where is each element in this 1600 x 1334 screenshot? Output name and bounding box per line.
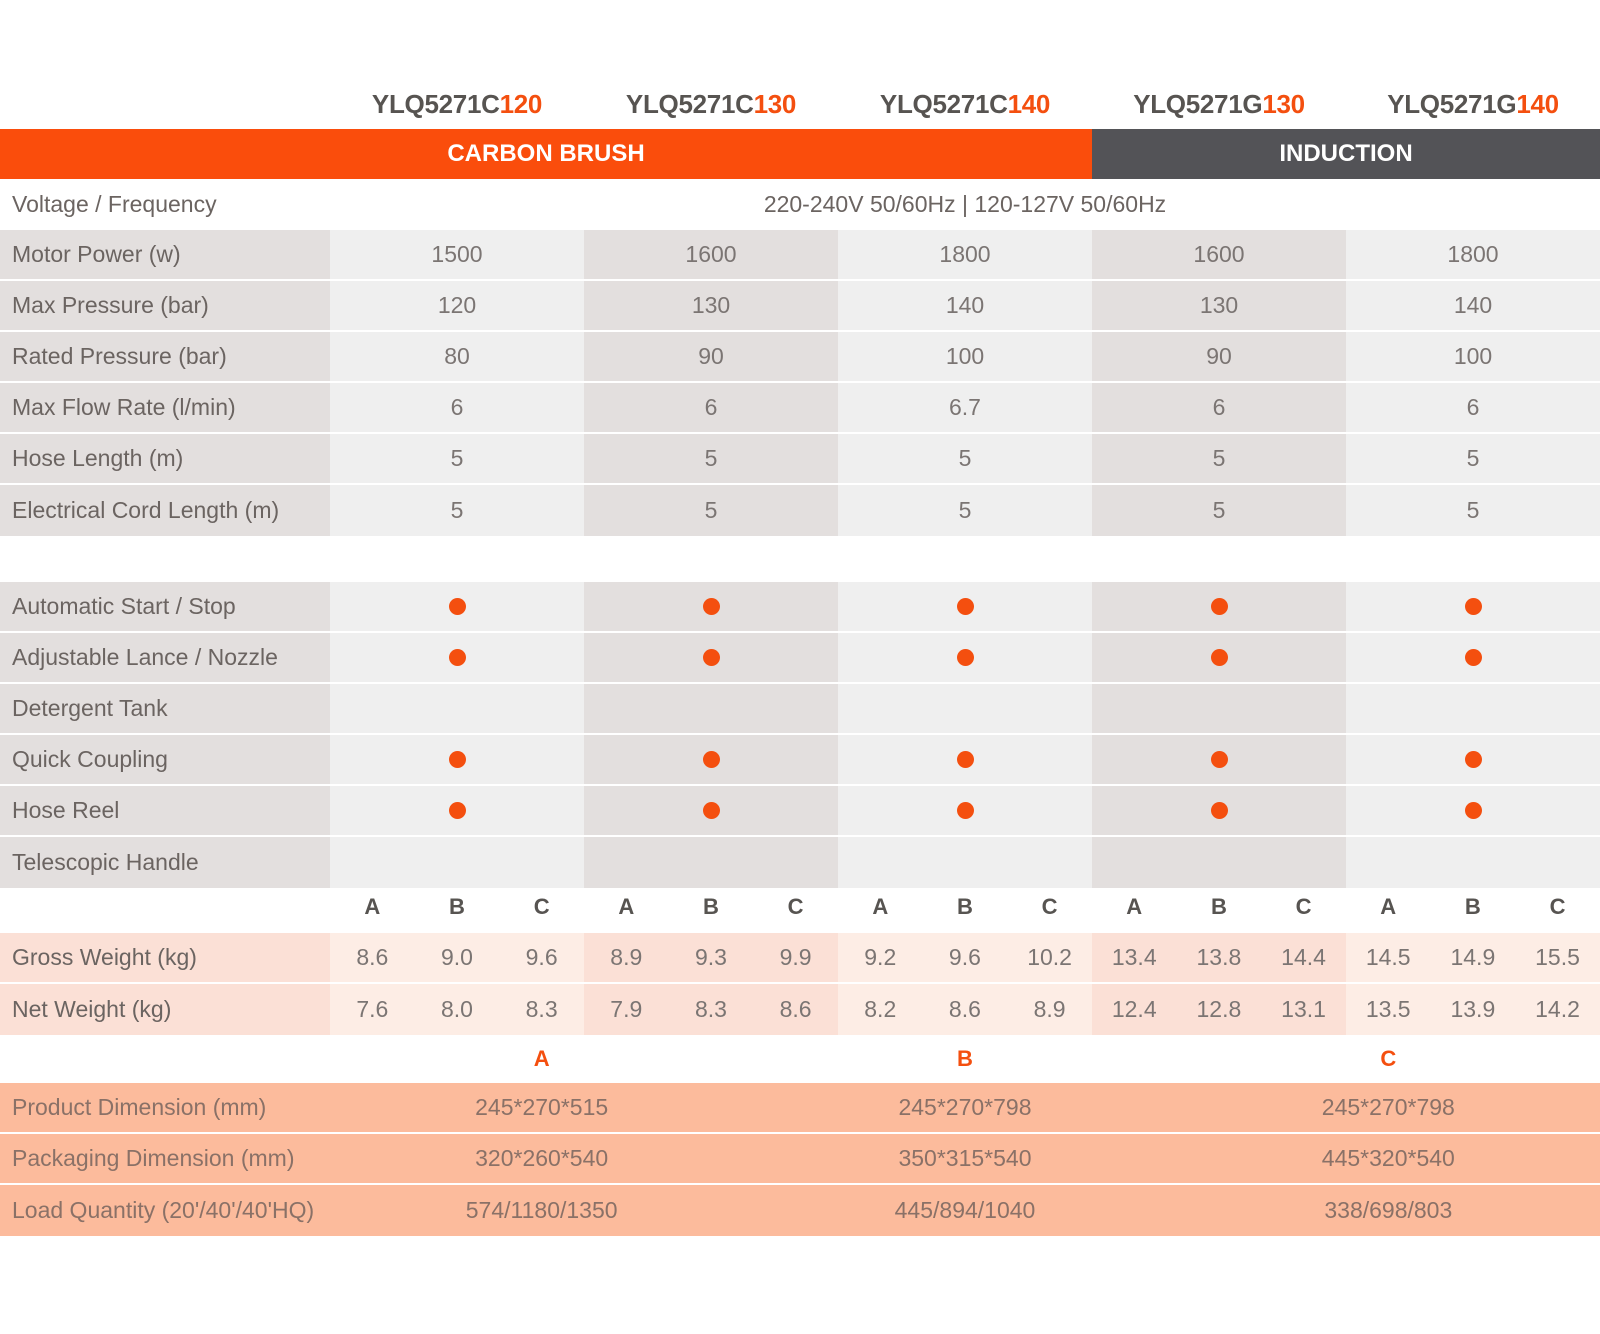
feature-row [0,837,1600,888]
feature-cell [584,633,838,682]
spec-value: 5 [330,485,584,536]
spec-value: 90 [1092,332,1346,381]
included-dot-icon [703,802,720,819]
row-label: Load Quantity (20'/40'/40'HQ) [12,1197,315,1223]
feature-cell [584,786,838,835]
weight-value: 8.2 [838,984,923,1035]
weight-value: 13.4 [1092,933,1177,982]
weight-value: 14.2 [1515,984,1600,1035]
feature-row [0,786,1600,837]
weight-value: 8.3 [499,984,584,1035]
dimension-value: 445*320*540 [1321,1145,1455,1171]
dimension-row [0,1134,1600,1185]
dimension-value: 338/698/803 [1324,1197,1453,1223]
included-dot-icon [1211,751,1228,768]
feature-cell [1346,837,1600,888]
spec-value: 1800 [1346,230,1600,279]
variant-label: B [449,894,465,919]
row-label: Hose Reel [0,786,330,835]
dimension-row [0,1083,1600,1134]
included-dot-icon [1211,802,1228,819]
dimension-value: 574/1180/1350 [465,1197,618,1223]
weight-value: 8.0 [415,984,500,1035]
variant-label: A [618,894,635,919]
row-label: Gross Weight (kg) [0,933,330,982]
feature-cell [1092,837,1346,888]
feature-cell [1346,633,1600,682]
feature-cell [838,837,1092,888]
model-name: YLQ5271G140 [1387,89,1559,119]
feature-cell [1092,735,1346,784]
feature-row [0,582,1600,633]
model-name: YLQ5271C140 [879,89,1051,119]
row-label: Product Dimension (mm) [12,1094,267,1120]
weight-value: 9.6 [499,933,584,982]
spec-row [0,230,1600,281]
spec-value: 80 [330,332,584,381]
dimension-variant-label: C [1380,1046,1397,1071]
dimension-value: 320*260*540 [475,1145,609,1171]
feature-cell [838,684,1092,733]
spec-value: 6 [330,383,584,432]
feature-cell [1092,684,1346,733]
feature-cell [1346,684,1600,733]
weight-value: 8.6 [923,984,1008,1035]
feature-cell [330,633,584,682]
feature-cell [584,684,838,733]
feature-cell [1346,735,1600,784]
spec-value: 120 [330,281,584,330]
variant-label: A [872,894,889,919]
row-label: Automatic Start / Stop [0,582,330,631]
weight-value: 15.5 [1515,933,1600,982]
spec-value: 1600 [1092,230,1346,279]
row-label: Max Flow Rate (l/min) [0,383,330,432]
row-label: Quick Coupling [0,735,330,784]
spec-value: 140 [1346,281,1600,330]
spec-value: 1600 [584,230,838,279]
feature-cell [838,582,1092,631]
feature-cell [1346,786,1600,835]
included-dot-icon [703,649,720,666]
weight-row [0,933,1600,984]
row-label: Adjustable Lance / Nozzle [0,633,330,682]
feature-cell [1092,633,1346,682]
feature-cell [584,837,838,888]
feature-cell [330,582,584,631]
spec-value: 5 [1346,485,1600,536]
spec-row [0,434,1600,485]
dimension-value: 245*270*798 [898,1094,1032,1120]
spec-value: 6 [1092,383,1346,432]
row-label: Electrical Cord Length (m) [0,485,330,536]
weight-value: 8.6 [330,933,415,982]
spec-value: 5 [584,485,838,536]
weight-value: 13.9 [1431,984,1516,1035]
weight-value: 9.3 [669,933,754,982]
spec-value: 6.7 [838,383,1092,432]
dimension-variant-label: A [533,1046,550,1071]
voltage-value: 220-240V 50/60Hz | 120-127V 50/60Hz [763,191,1167,217]
included-dot-icon [703,751,720,768]
row-label: Voltage / Frequency [12,191,217,217]
included-dot-icon [449,649,466,666]
included-dot-icon [957,751,974,768]
weight-value: 8.6 [753,984,838,1035]
row-label: Detergent Tank [0,684,330,733]
weight-value: 9.2 [838,933,923,982]
weight-value: 8.9 [1007,984,1092,1035]
feature-cell [330,837,584,888]
weight-value: 7.9 [584,984,669,1035]
variant-label: A [1126,894,1143,919]
spec-value: 6 [584,383,838,432]
spec-value: 5 [838,434,1092,483]
dimension-variant-label: B [957,1046,973,1071]
weight-value: 7.6 [330,984,415,1035]
spec-value: 1800 [838,230,1092,279]
row-label: Motor Power (w) [0,230,330,279]
feature-cell [330,735,584,784]
feature-cell [838,735,1092,784]
variant-label: C [1041,894,1058,919]
variant-label: C [1295,894,1312,919]
row-label: Packaging Dimension (mm) [12,1145,295,1171]
weight-value: 10.2 [1007,933,1092,982]
weight-value: 14.9 [1431,933,1516,982]
variant-label: B [956,894,973,919]
dimension-value: 445/894/1040 [894,1197,1036,1223]
variant-label: C [533,894,550,919]
spec-value: 130 [584,281,838,330]
spec-row [0,281,1600,332]
variant-header [330,883,1600,931]
model-header [330,84,1600,124]
spec-row [0,332,1600,383]
spec-value: 5 [1092,485,1346,536]
included-dot-icon [1465,598,1482,615]
feature-cell [1092,786,1346,835]
row-label: Telescopic Handle [0,837,330,888]
variant-label: B [1210,894,1227,919]
spec-value: 5 [330,434,584,483]
dimension-value: 245*270*798 [1321,1094,1455,1120]
induction-band: INDUCTION [1092,129,1600,179]
weight-row [0,984,1600,1035]
feature-cell [838,786,1092,835]
spec-value: 5 [1092,434,1346,483]
feature-row [0,684,1600,735]
included-dot-icon [1465,649,1482,666]
spec-value: 140 [838,281,1092,330]
feature-cell [838,633,1092,682]
feature-cell [330,786,584,835]
included-dot-icon [449,598,466,615]
weight-value: 13.8 [1177,933,1262,982]
spec-value: 130 [1092,281,1346,330]
weight-value: 13.1 [1261,984,1346,1035]
included-dot-icon [449,802,466,819]
included-dot-icon [1465,751,1482,768]
variant-label: B [703,894,719,919]
variant-label: C [787,894,804,919]
spec-value: 5 [838,485,1092,536]
spec-value: 5 [1346,434,1600,483]
spec-value: 100 [838,332,1092,381]
feature-row [0,735,1600,786]
row-label: Rated Pressure (bar) [0,332,330,381]
included-dot-icon [1465,802,1482,819]
weight-value: 9.9 [753,933,838,982]
feature-cell [1092,582,1346,631]
model-name: YLQ5271C130 [625,89,797,119]
spec-value: 90 [584,332,838,381]
model-name: YLQ5271C120 [371,89,543,119]
spec-row [0,383,1600,434]
weight-value: 8.9 [584,933,669,982]
feature-cell [584,735,838,784]
weight-value: 9.0 [415,933,500,982]
variant-label: A [364,894,381,919]
weight-value: 12.8 [1177,984,1262,1035]
included-dot-icon [957,649,974,666]
row-label: Hose Length (m) [0,434,330,483]
feature-cell [1346,582,1600,631]
weight-value: 14.4 [1261,933,1346,982]
included-dot-icon [1211,649,1228,666]
feature-cell [330,684,584,733]
model-name: YLQ5271G130 [1133,89,1305,119]
dimension-header [330,1035,1600,1083]
row-label: Net Weight (kg) [0,984,330,1035]
row-label: Max Pressure (bar) [0,281,330,330]
weight-value: 9.6 [923,933,1008,982]
carbon-brush-band: CARBON BRUSH [0,129,1092,179]
feature-row [0,633,1600,684]
weight-value: 14.5 [1346,933,1431,982]
included-dot-icon [1211,598,1228,615]
included-dot-icon [703,598,720,615]
variant-label: C [1549,894,1566,919]
included-dot-icon [957,598,974,615]
variant-label: B [1464,894,1481,919]
voltage-row [0,179,1600,230]
weight-value: 13.5 [1346,984,1431,1035]
spec-value: 5 [584,434,838,483]
variant-label: A [1380,894,1397,919]
spec-row [0,485,1600,536]
spec-value: 6 [1346,383,1600,432]
feature-cell [584,582,838,631]
spec-value: 100 [1346,332,1600,381]
weight-value: 12.4 [1092,984,1177,1035]
dimension-value: 350*315*540 [898,1145,1032,1171]
included-dot-icon [957,802,974,819]
weight-value: 8.3 [669,984,754,1035]
spec-value: 1500 [330,230,584,279]
included-dot-icon [449,751,466,768]
dimension-value: 245*270*515 [475,1094,609,1120]
dimension-row [0,1185,1600,1236]
